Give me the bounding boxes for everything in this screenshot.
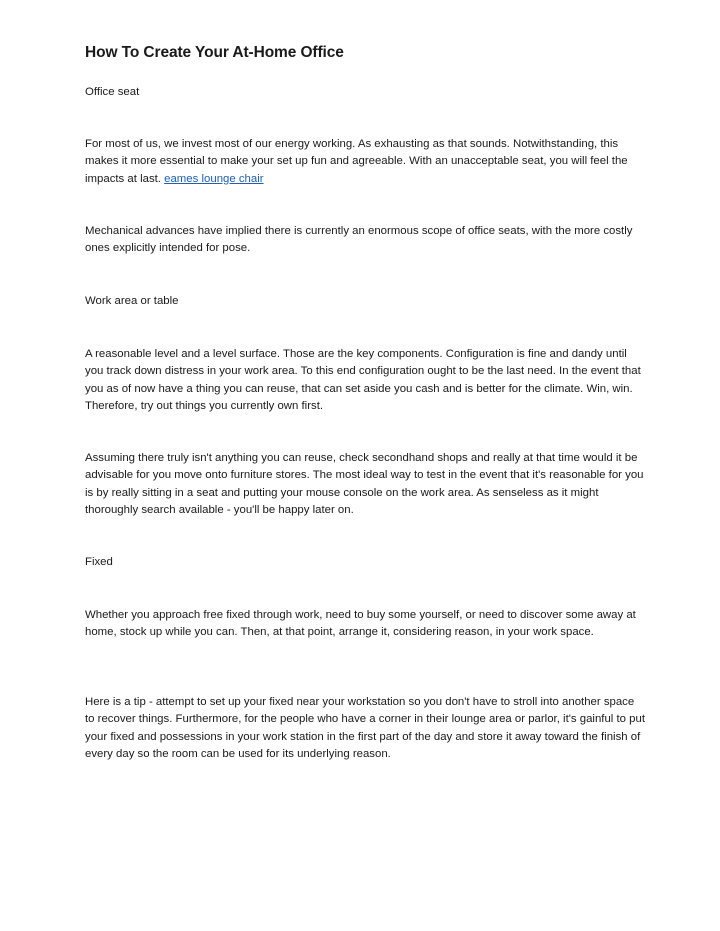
paragraph-secondhand-shops: Assuming there truly isn't anything you can reuse, check secondhand shops and really at that time would it be advisable for you move onto furniture stores. The most ideal way to test in the event that it's reasonable for you is by really sitting in a seat and putting your mouse console on the work area. As senseless as it might thoroughly search available - you'll be happy later on. <box>85 452 644 516</box>
paragraph-office-seat-intro <box>85 136 645 188</box>
section-heading-office-seat: Office seat <box>85 86 140 98</box>
section-heading-fixed: Fixed <box>85 556 113 568</box>
paragraph-stock-up: Whether you approach free fixed through work, need to buy some yourself, or need to discover some away at home, stock up while you can. Then, at that point, arrange it, considering reason, in your work space. <box>85 609 636 639</box>
paragraph-text: For most of us, we invest most of our energy working. As exhausting as that sounds. Notwithstanding, this makes it more essential to make your set up fun and agreeable. With an unacceptable seat, you will feel the impacts at last. <box>85 138 628 185</box>
document-title: How To Create Your At-Home Office <box>85 44 344 61</box>
eames-lounge-chair-link[interactable]: eames lounge chair <box>164 172 264 185</box>
paragraph-reasonable-level: A reasonable level and a level surface. Those are the key components. Configuration is fine and dandy until you track down distress in your work area. To this end configuration ought to be the last need. In the event that you as of now have a thing you can reuse, that can set aside you cash and is better for the climate. Win, win. Therefore, try out things you currently own first. <box>85 348 641 412</box>
paragraph-tip: Here is a tip - attempt to set up your fixed near your workstation so you don't have to stroll into another space to recover things. Furthermore, for the people who have a corner in their lounge area or parlor, it's gainful to put your fixed and possessions in your work station in the first part of the day and store it away toward the finish of every day so the room can be used for its underlying reason. <box>85 696 645 760</box>
paragraph-mechanical-advances: Mechanical advances have implied there is currently an enormous scope of office seats, with the more costly ones explicitly intended for pose. <box>85 225 633 255</box>
section-heading-work-area: Work area or table <box>85 295 179 307</box>
